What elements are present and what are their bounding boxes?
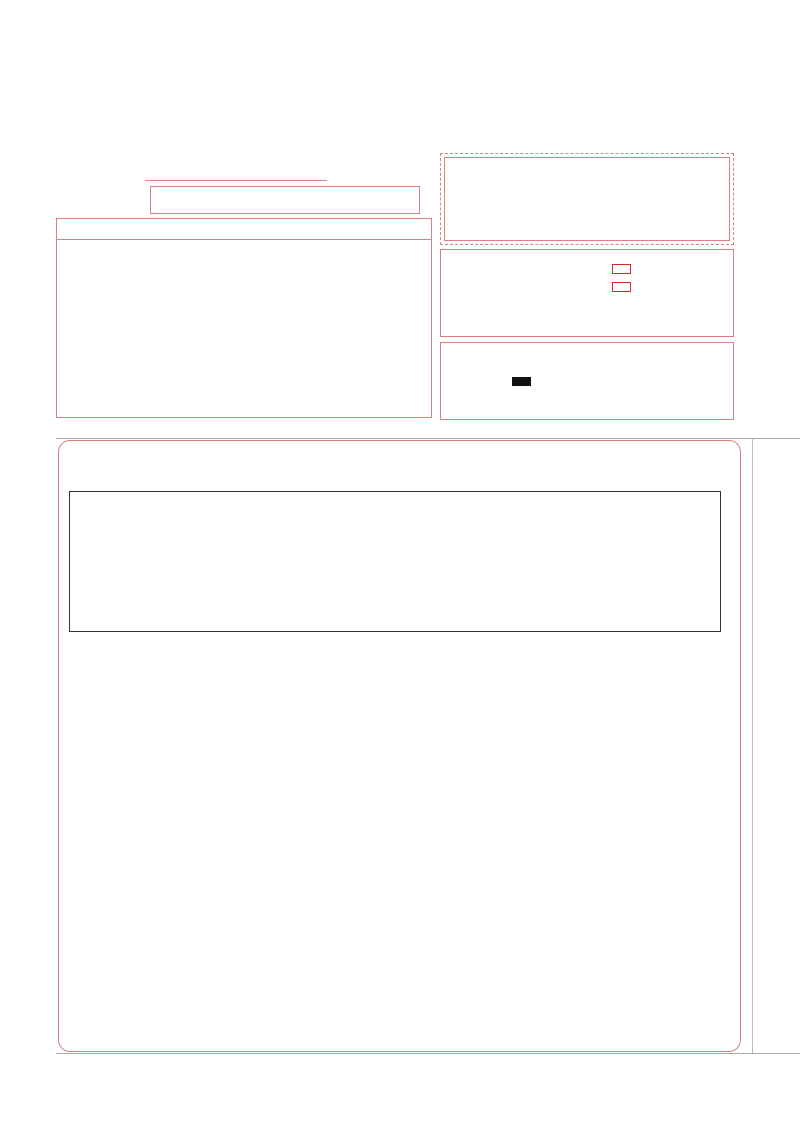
choice-row-2[interactable] xyxy=(100,566,210,584)
notice-heading xyxy=(57,219,431,240)
top-timing-marks xyxy=(47,37,753,53)
fill-sample-panel xyxy=(440,342,734,420)
exam-id-field[interactable] xyxy=(150,186,420,214)
choice-row-4[interactable] xyxy=(100,601,210,619)
barcode-label xyxy=(444,157,730,241)
choice-row-15[interactable] xyxy=(500,618,615,636)
question-16-answer-area[interactable] xyxy=(90,730,720,1020)
choice-row-9[interactable] xyxy=(298,601,408,619)
divider-top xyxy=(56,438,800,439)
divider-right xyxy=(752,438,753,1053)
choice-column xyxy=(298,548,408,636)
choice-row-11[interactable] xyxy=(500,548,615,566)
name-field[interactable] xyxy=(145,180,327,181)
choice-row-12[interactable] xyxy=(500,566,615,584)
choice-row-1[interactable] xyxy=(100,548,210,566)
notice-list xyxy=(57,240,431,248)
choice-row-7[interactable] xyxy=(298,566,408,584)
choice-row-13[interactable] xyxy=(500,583,615,601)
choice-row-6[interactable] xyxy=(298,548,408,566)
notice-panel xyxy=(56,218,432,418)
absent-checkbox[interactable] xyxy=(612,264,631,274)
proctor-note xyxy=(453,308,461,323)
choice-column xyxy=(100,548,210,636)
barcode-area xyxy=(440,153,734,245)
proctor-panel xyxy=(440,249,734,337)
choice-row-3[interactable] xyxy=(100,583,210,601)
choice-row-5[interactable] xyxy=(100,618,210,636)
choice-row-8[interactable] xyxy=(298,583,408,601)
correct-fill-mark xyxy=(512,377,531,386)
choice-row-14[interactable] xyxy=(500,601,615,619)
divider-bottom xyxy=(56,1053,800,1054)
choice-grid xyxy=(69,491,721,632)
choice-column xyxy=(500,548,615,636)
discipline-checkbox[interactable] xyxy=(612,282,631,292)
choice-row-10[interactable] xyxy=(298,618,408,636)
